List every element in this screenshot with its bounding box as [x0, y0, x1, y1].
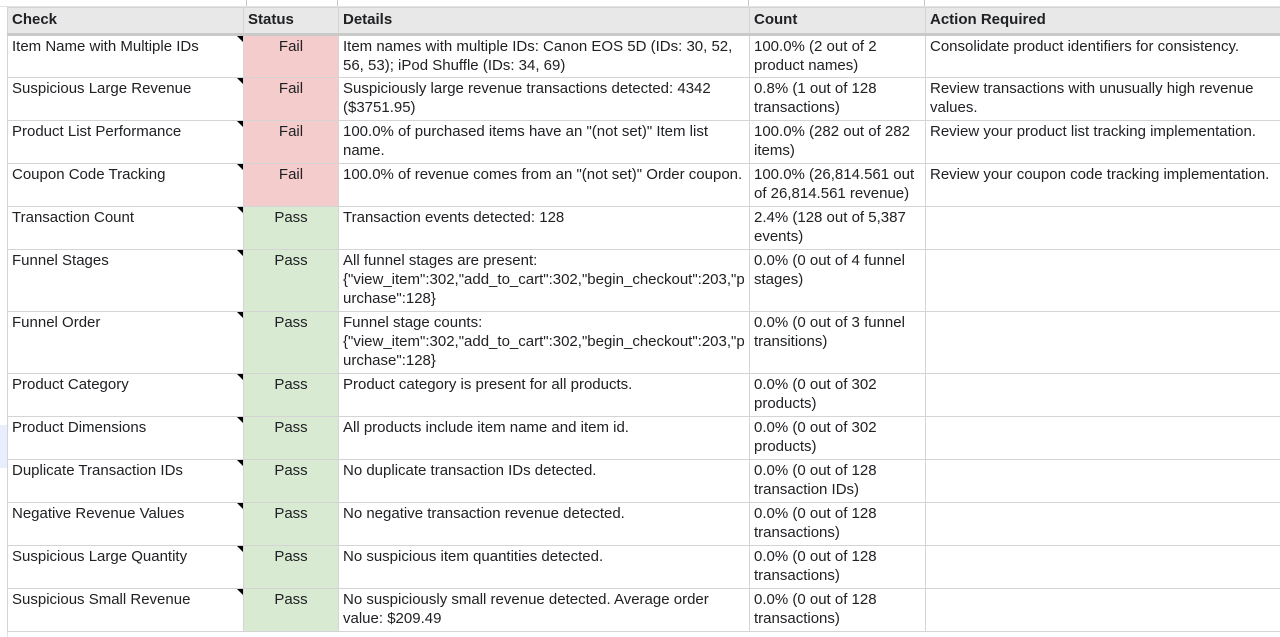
cell-count[interactable]: 0.0% (0 out of 3 funnel transitions)	[750, 312, 926, 374]
cell-check[interactable]: Transaction Count	[8, 207, 244, 250]
note-indicator-icon[interactable]	[237, 503, 243, 509]
cell-count[interactable]: 0.0% (0 out of 4 funnel stages)	[750, 250, 926, 312]
table-row	[8, 374, 1280, 417]
note-indicator-icon[interactable]	[237, 121, 243, 127]
cell-action-required[interactable]	[926, 250, 1280, 312]
cell-count[interactable]: 100.0% (282 out of 282 items)	[750, 121, 926, 164]
cell-count[interactable]: 100.0% (26,814.561 out of 26,814.561 revenue)	[750, 164, 926, 207]
cell-details[interactable]: Suspiciously large revenue transactions detected: 4342 ($3751.95)	[339, 78, 750, 121]
cell-check[interactable]: Suspicious Large Quantity	[8, 546, 244, 589]
cell-check[interactable]: Item Name with Multiple IDs	[8, 35, 244, 78]
note-indicator-icon[interactable]	[237, 374, 243, 380]
column-divider	[337, 0, 338, 6]
cell-check[interactable]: Suspicious Small Revenue	[8, 589, 244, 632]
note-indicator-icon[interactable]	[237, 164, 243, 170]
table-row	[8, 589, 1280, 632]
note-indicator-icon[interactable]	[237, 589, 243, 595]
cell-details[interactable]: Item names with multiple IDs: Canon EOS 5D (IDs: 30, 52, 56, 53); iPod Shuffle (IDs: 34, 69)	[339, 35, 750, 78]
cell-status[interactable]: Fail	[244, 121, 339, 164]
table-row	[8, 546, 1280, 589]
cell-count[interactable]: 100.0% (2 out of 2 product names)	[750, 35, 926, 78]
cell-action-required[interactable]: Consolidate product identifiers for consistency.	[926, 35, 1280, 78]
cell-count[interactable]: 0.0% (0 out of 128 transaction IDs)	[750, 460, 926, 503]
cell-action-required[interactable]	[926, 417, 1280, 460]
cell-details[interactable]: No negative transaction revenue detected.	[339, 503, 750, 546]
cell-status[interactable]: Pass	[244, 207, 339, 250]
cell-details[interactable]: No suspicious item quantities detected.	[339, 546, 750, 589]
cell-status[interactable]: Fail	[244, 78, 339, 121]
cell-count[interactable]: 2.4% (128 out of 5,387 events)	[750, 207, 926, 250]
cell-action-required[interactable]: Review your coupon code tracking implementation.	[926, 164, 1280, 207]
note-indicator-icon[interactable]	[237, 546, 243, 552]
cell-status[interactable]: Pass	[244, 589, 339, 632]
table-row	[8, 312, 1280, 374]
header-action-required[interactable]: Action Required	[926, 8, 1280, 35]
cell-action-required[interactable]	[926, 503, 1280, 546]
table-row	[8, 35, 1280, 78]
selected-row-marker	[0, 425, 7, 468]
header-check[interactable]: Check	[8, 8, 244, 35]
cell-check[interactable]: Duplicate Transaction IDs	[8, 460, 244, 503]
cell-details[interactable]: No duplicate transaction IDs detected.	[339, 460, 750, 503]
table-row	[8, 207, 1280, 250]
cell-action-required[interactable]	[926, 589, 1280, 632]
cell-status[interactable]: Pass	[244, 312, 339, 374]
column-divider	[246, 0, 247, 6]
cell-count[interactable]: 0.0% (0 out of 128 transactions)	[750, 546, 926, 589]
note-indicator-icon[interactable]	[237, 36, 243, 42]
cell-action-required[interactable]	[926, 207, 1280, 250]
cell-status[interactable]: Pass	[244, 503, 339, 546]
table-row	[8, 164, 1280, 207]
cell-details[interactable]: 100.0% of purchased items have an "(not set)" Item list name.	[339, 121, 750, 164]
cell-status[interactable]: Pass	[244, 417, 339, 460]
cell-status[interactable]: Pass	[244, 460, 339, 503]
cell-action-required[interactable]: Review your product list tracking implementation.	[926, 121, 1280, 164]
cell-count[interactable]: 0.0% (0 out of 302 products)	[750, 417, 926, 460]
cell-status[interactable]: Fail	[244, 164, 339, 207]
note-indicator-icon[interactable]	[237, 250, 243, 256]
cell-details[interactable]: 100.0% of revenue comes from an "(not set)" Order coupon.	[339, 164, 750, 207]
table-body	[8, 35, 1280, 632]
table-row	[8, 250, 1280, 312]
cell-check[interactable]: Product Dimensions	[8, 417, 244, 460]
table-row	[8, 417, 1280, 460]
table-row	[8, 460, 1280, 503]
column-header-strip[interactable]	[0, 0, 1280, 7]
note-indicator-icon[interactable]	[237, 460, 243, 466]
cell-count[interactable]: 0.0% (0 out of 128 transactions)	[750, 589, 926, 632]
data-table	[7, 7, 1280, 632]
cell-count[interactable]: 0.8% (1 out of 128 transactions)	[750, 78, 926, 121]
cell-action-required[interactable]	[926, 546, 1280, 589]
header-status[interactable]: Status	[244, 8, 339, 35]
cell-action-required[interactable]	[926, 374, 1280, 417]
cell-check[interactable]: Negative Revenue Values	[8, 503, 244, 546]
cell-check[interactable]: Product Category	[8, 374, 244, 417]
cell-check[interactable]: Coupon Code Tracking	[8, 164, 244, 207]
cell-details[interactable]: All products include item name and item id.	[339, 417, 750, 460]
cell-action-required[interactable]: Review transactions with unusually high revenue values.	[926, 78, 1280, 121]
cell-count[interactable]: 0.0% (0 out of 128 transactions)	[750, 503, 926, 546]
note-indicator-icon[interactable]	[237, 207, 243, 213]
cell-status[interactable]: Fail	[244, 35, 339, 78]
table-row	[8, 78, 1280, 121]
cell-check[interactable]: Funnel Order	[8, 312, 244, 374]
cell-count[interactable]: 0.0% (0 out of 302 products)	[750, 374, 926, 417]
cell-details[interactable]: Funnel stage counts: {"view_item":302,"add_to_cart":302,"begin_checkout":203,"purchase":128}	[339, 312, 750, 374]
header-row	[8, 8, 1280, 35]
table-row	[8, 503, 1280, 546]
cell-details[interactable]: No suspiciously small revenue detected. Average order value: $209.49	[339, 589, 750, 632]
cell-action-required[interactable]	[926, 460, 1280, 503]
note-indicator-icon[interactable]	[237, 78, 243, 84]
column-divider	[924, 0, 925, 6]
cell-action-required[interactable]	[926, 312, 1280, 374]
cell-details[interactable]: Product category is present for all products.	[339, 374, 750, 417]
header-details[interactable]: Details	[339, 8, 750, 35]
cell-check[interactable]: Product List Performance	[8, 121, 244, 164]
cell-check[interactable]: Funnel Stages	[8, 250, 244, 312]
header-count[interactable]: Count	[750, 8, 926, 35]
note-indicator-icon[interactable]	[237, 417, 243, 423]
cell-status[interactable]: Pass	[244, 546, 339, 589]
column-divider	[748, 0, 749, 6]
table-row	[8, 121, 1280, 164]
note-indicator-icon[interactable]	[237, 312, 243, 318]
cell-details[interactable]: All funnel stages are present: {"view_item":302,"add_to_cart":302,"begin_checkout":203,"purchase":128}	[339, 250, 750, 312]
cell-status[interactable]: Pass	[244, 250, 339, 312]
cell-details[interactable]: Transaction events detected: 128	[339, 207, 750, 250]
cell-check[interactable]: Suspicious Large Revenue	[8, 78, 244, 121]
cell-status[interactable]: Pass	[244, 374, 339, 417]
